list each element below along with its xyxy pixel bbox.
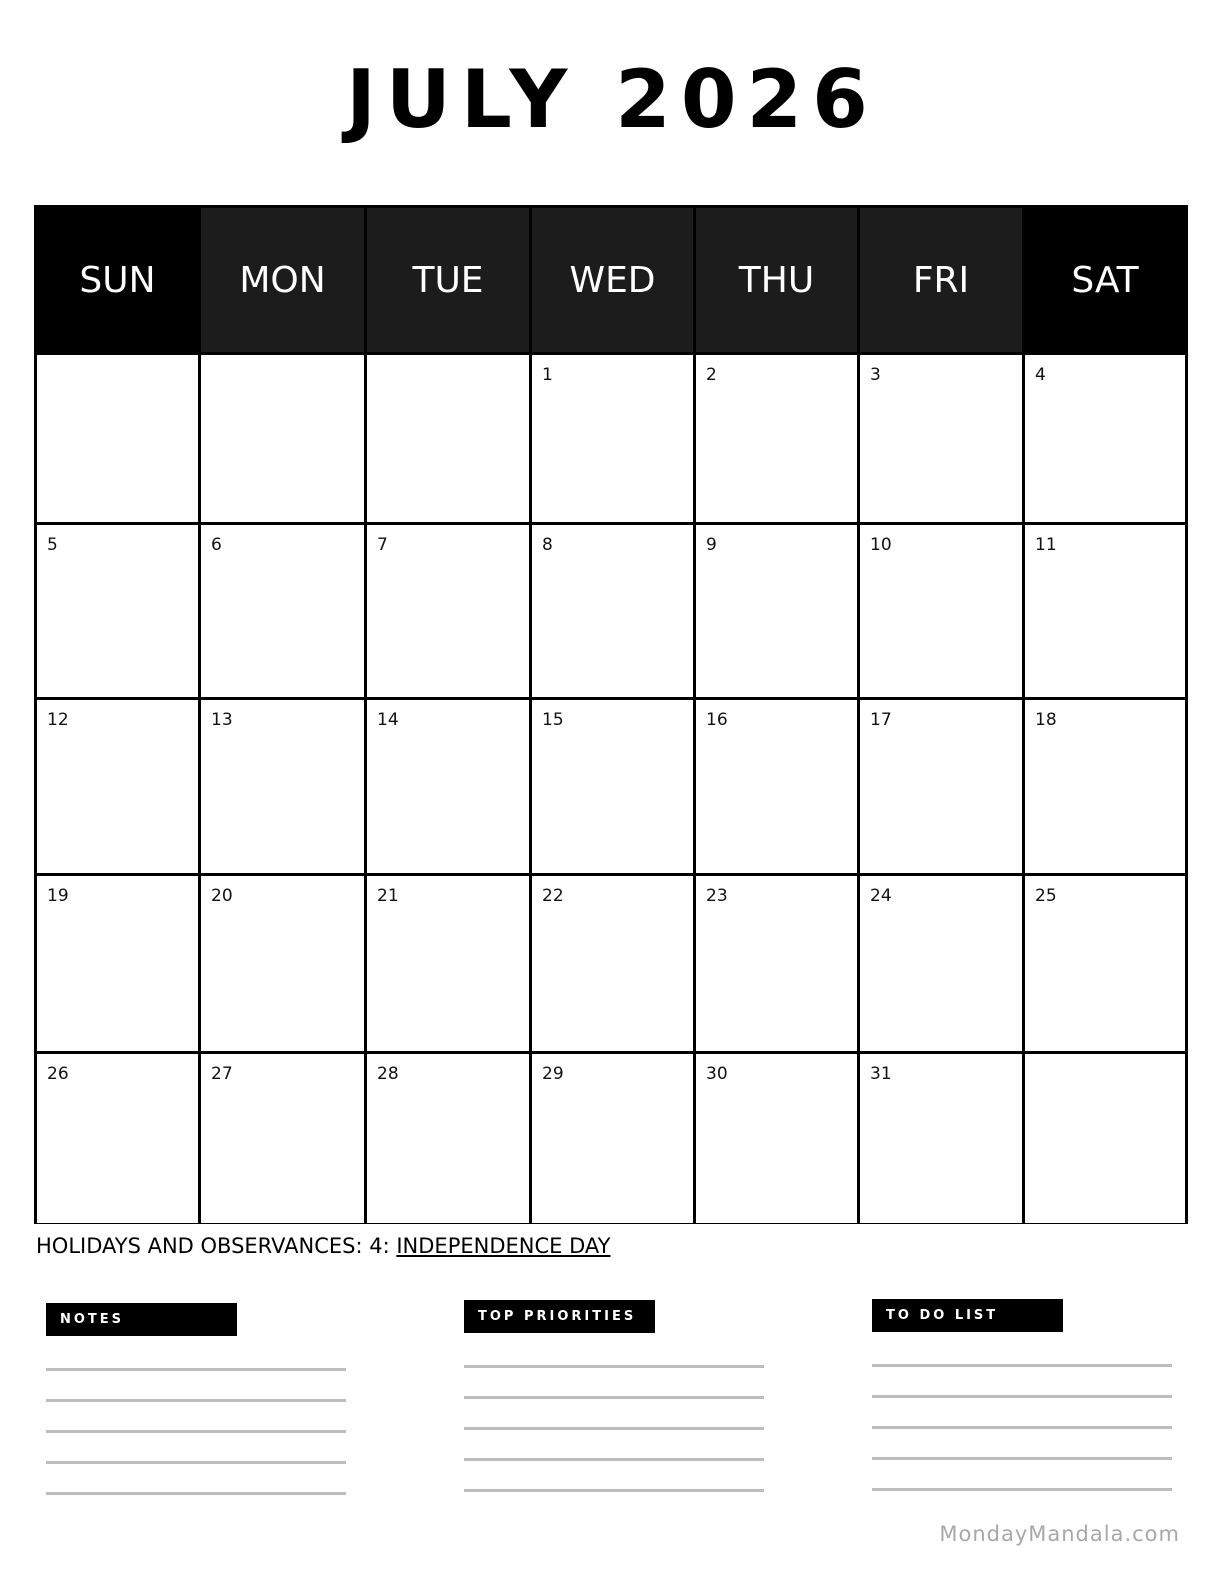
day-cell bbox=[529, 873, 693, 1051]
day-cell bbox=[693, 1051, 857, 1223]
day-number: 2 bbox=[706, 365, 717, 385]
day-cell bbox=[364, 522, 529, 697]
day-number: 6 bbox=[211, 535, 222, 555]
day-cell bbox=[693, 352, 857, 522]
day-cell bbox=[857, 352, 1022, 522]
notes-section bbox=[46, 1303, 348, 1523]
day-cell bbox=[364, 873, 529, 1051]
day-cell bbox=[1022, 873, 1185, 1051]
weekday-header-mon: MON bbox=[198, 208, 364, 352]
todo-section bbox=[872, 1299, 1174, 1519]
day-number: 26 bbox=[47, 1064, 69, 1084]
day-number: 22 bbox=[542, 886, 564, 906]
priorities-lines bbox=[464, 1365, 766, 1492]
day-cell bbox=[198, 873, 364, 1051]
day-number: 4 bbox=[1035, 365, 1046, 385]
day-cell bbox=[857, 1051, 1022, 1223]
day-cell bbox=[198, 1051, 364, 1223]
day-number: 21 bbox=[377, 886, 399, 906]
day-number: 27 bbox=[211, 1064, 233, 1084]
priorities-header: TOP PRIORITIES bbox=[464, 1300, 655, 1333]
day-number: 19 bbox=[47, 886, 69, 906]
weekday-header-sat: SAT bbox=[1022, 208, 1185, 352]
writing-line bbox=[872, 1364, 1172, 1367]
weekday-header-tue: TUE bbox=[364, 208, 529, 352]
day-cell bbox=[1022, 522, 1185, 697]
writing-line bbox=[46, 1399, 346, 1402]
todo-header: TO DO LIST bbox=[872, 1299, 1063, 1332]
day-number: 15 bbox=[542, 710, 564, 730]
calendar-grid bbox=[34, 205, 1188, 1224]
holidays-label: HOLIDAYS AND OBSERVANCES: bbox=[36, 1234, 363, 1258]
day-cell bbox=[364, 352, 529, 522]
day-number: 14 bbox=[377, 710, 399, 730]
day-number: 24 bbox=[870, 886, 892, 906]
writing-line bbox=[464, 1458, 764, 1461]
day-cell bbox=[37, 352, 198, 522]
day-cell bbox=[198, 522, 364, 697]
writing-line bbox=[464, 1396, 764, 1399]
priorities-section bbox=[464, 1300, 766, 1520]
writing-line bbox=[872, 1426, 1172, 1429]
day-number: 23 bbox=[706, 886, 728, 906]
day-cell bbox=[693, 522, 857, 697]
day-cell bbox=[857, 873, 1022, 1051]
day-number: 28 bbox=[377, 1064, 399, 1084]
notes-header: NOTES bbox=[46, 1303, 237, 1336]
writing-line bbox=[872, 1395, 1172, 1398]
day-number: 25 bbox=[1035, 886, 1057, 906]
writing-line bbox=[46, 1368, 346, 1371]
writing-line bbox=[464, 1427, 764, 1430]
writing-line bbox=[464, 1489, 764, 1492]
writing-line bbox=[46, 1430, 346, 1433]
day-cell bbox=[857, 522, 1022, 697]
day-number: 7 bbox=[377, 535, 388, 555]
writing-line bbox=[872, 1488, 1172, 1491]
weekday-header-sun: SUN bbox=[37, 208, 198, 352]
day-cell bbox=[198, 352, 364, 522]
day-number: 8 bbox=[542, 535, 553, 555]
writing-line bbox=[46, 1492, 346, 1495]
day-cell bbox=[37, 522, 198, 697]
day-number: 30 bbox=[706, 1064, 728, 1084]
day-number: 29 bbox=[542, 1064, 564, 1084]
day-number: 10 bbox=[870, 535, 892, 555]
day-number: 12 bbox=[47, 710, 69, 730]
day-number: 18 bbox=[1035, 710, 1057, 730]
writing-line bbox=[872, 1457, 1172, 1460]
holiday-date: 4: bbox=[369, 1234, 390, 1258]
day-cell bbox=[37, 873, 198, 1051]
day-number: 5 bbox=[47, 535, 58, 555]
holidays-line bbox=[36, 1233, 610, 1259]
weekday-header-wed: WED bbox=[529, 208, 693, 352]
day-cell bbox=[693, 873, 857, 1051]
day-cell bbox=[364, 1051, 529, 1223]
weekday-header-fri: FRI bbox=[857, 208, 1022, 352]
day-number: 9 bbox=[706, 535, 717, 555]
day-cell bbox=[37, 697, 198, 873]
day-number: 16 bbox=[706, 710, 728, 730]
day-number: 1 bbox=[542, 365, 553, 385]
page-title: JULY 2026 bbox=[346, 53, 878, 146]
weekday-header-thu: THU bbox=[693, 208, 857, 352]
day-number: 20 bbox=[211, 886, 233, 906]
notes-lines bbox=[46, 1368, 348, 1495]
day-cell bbox=[529, 697, 693, 873]
day-cell bbox=[37, 1051, 198, 1223]
holiday-name: INDEPENDENCE DAY bbox=[396, 1234, 611, 1258]
day-cell bbox=[1022, 697, 1185, 873]
day-number: 31 bbox=[870, 1064, 892, 1084]
day-number: 13 bbox=[211, 710, 233, 730]
todo-lines bbox=[872, 1364, 1174, 1491]
day-cell bbox=[693, 697, 857, 873]
writing-line bbox=[464, 1365, 764, 1368]
day-cell bbox=[529, 522, 693, 697]
day-cell bbox=[198, 697, 364, 873]
day-number: 3 bbox=[870, 365, 881, 385]
day-cell bbox=[364, 697, 529, 873]
site-watermark: MondayMandala.com bbox=[939, 1522, 1180, 1546]
day-cell bbox=[1022, 1051, 1185, 1223]
day-number: 11 bbox=[1035, 535, 1057, 555]
day-number: 17 bbox=[870, 710, 892, 730]
day-cell bbox=[529, 352, 693, 522]
day-cell bbox=[1022, 352, 1185, 522]
day-cell bbox=[857, 697, 1022, 873]
day-cell bbox=[529, 1051, 693, 1223]
writing-line bbox=[46, 1461, 346, 1464]
